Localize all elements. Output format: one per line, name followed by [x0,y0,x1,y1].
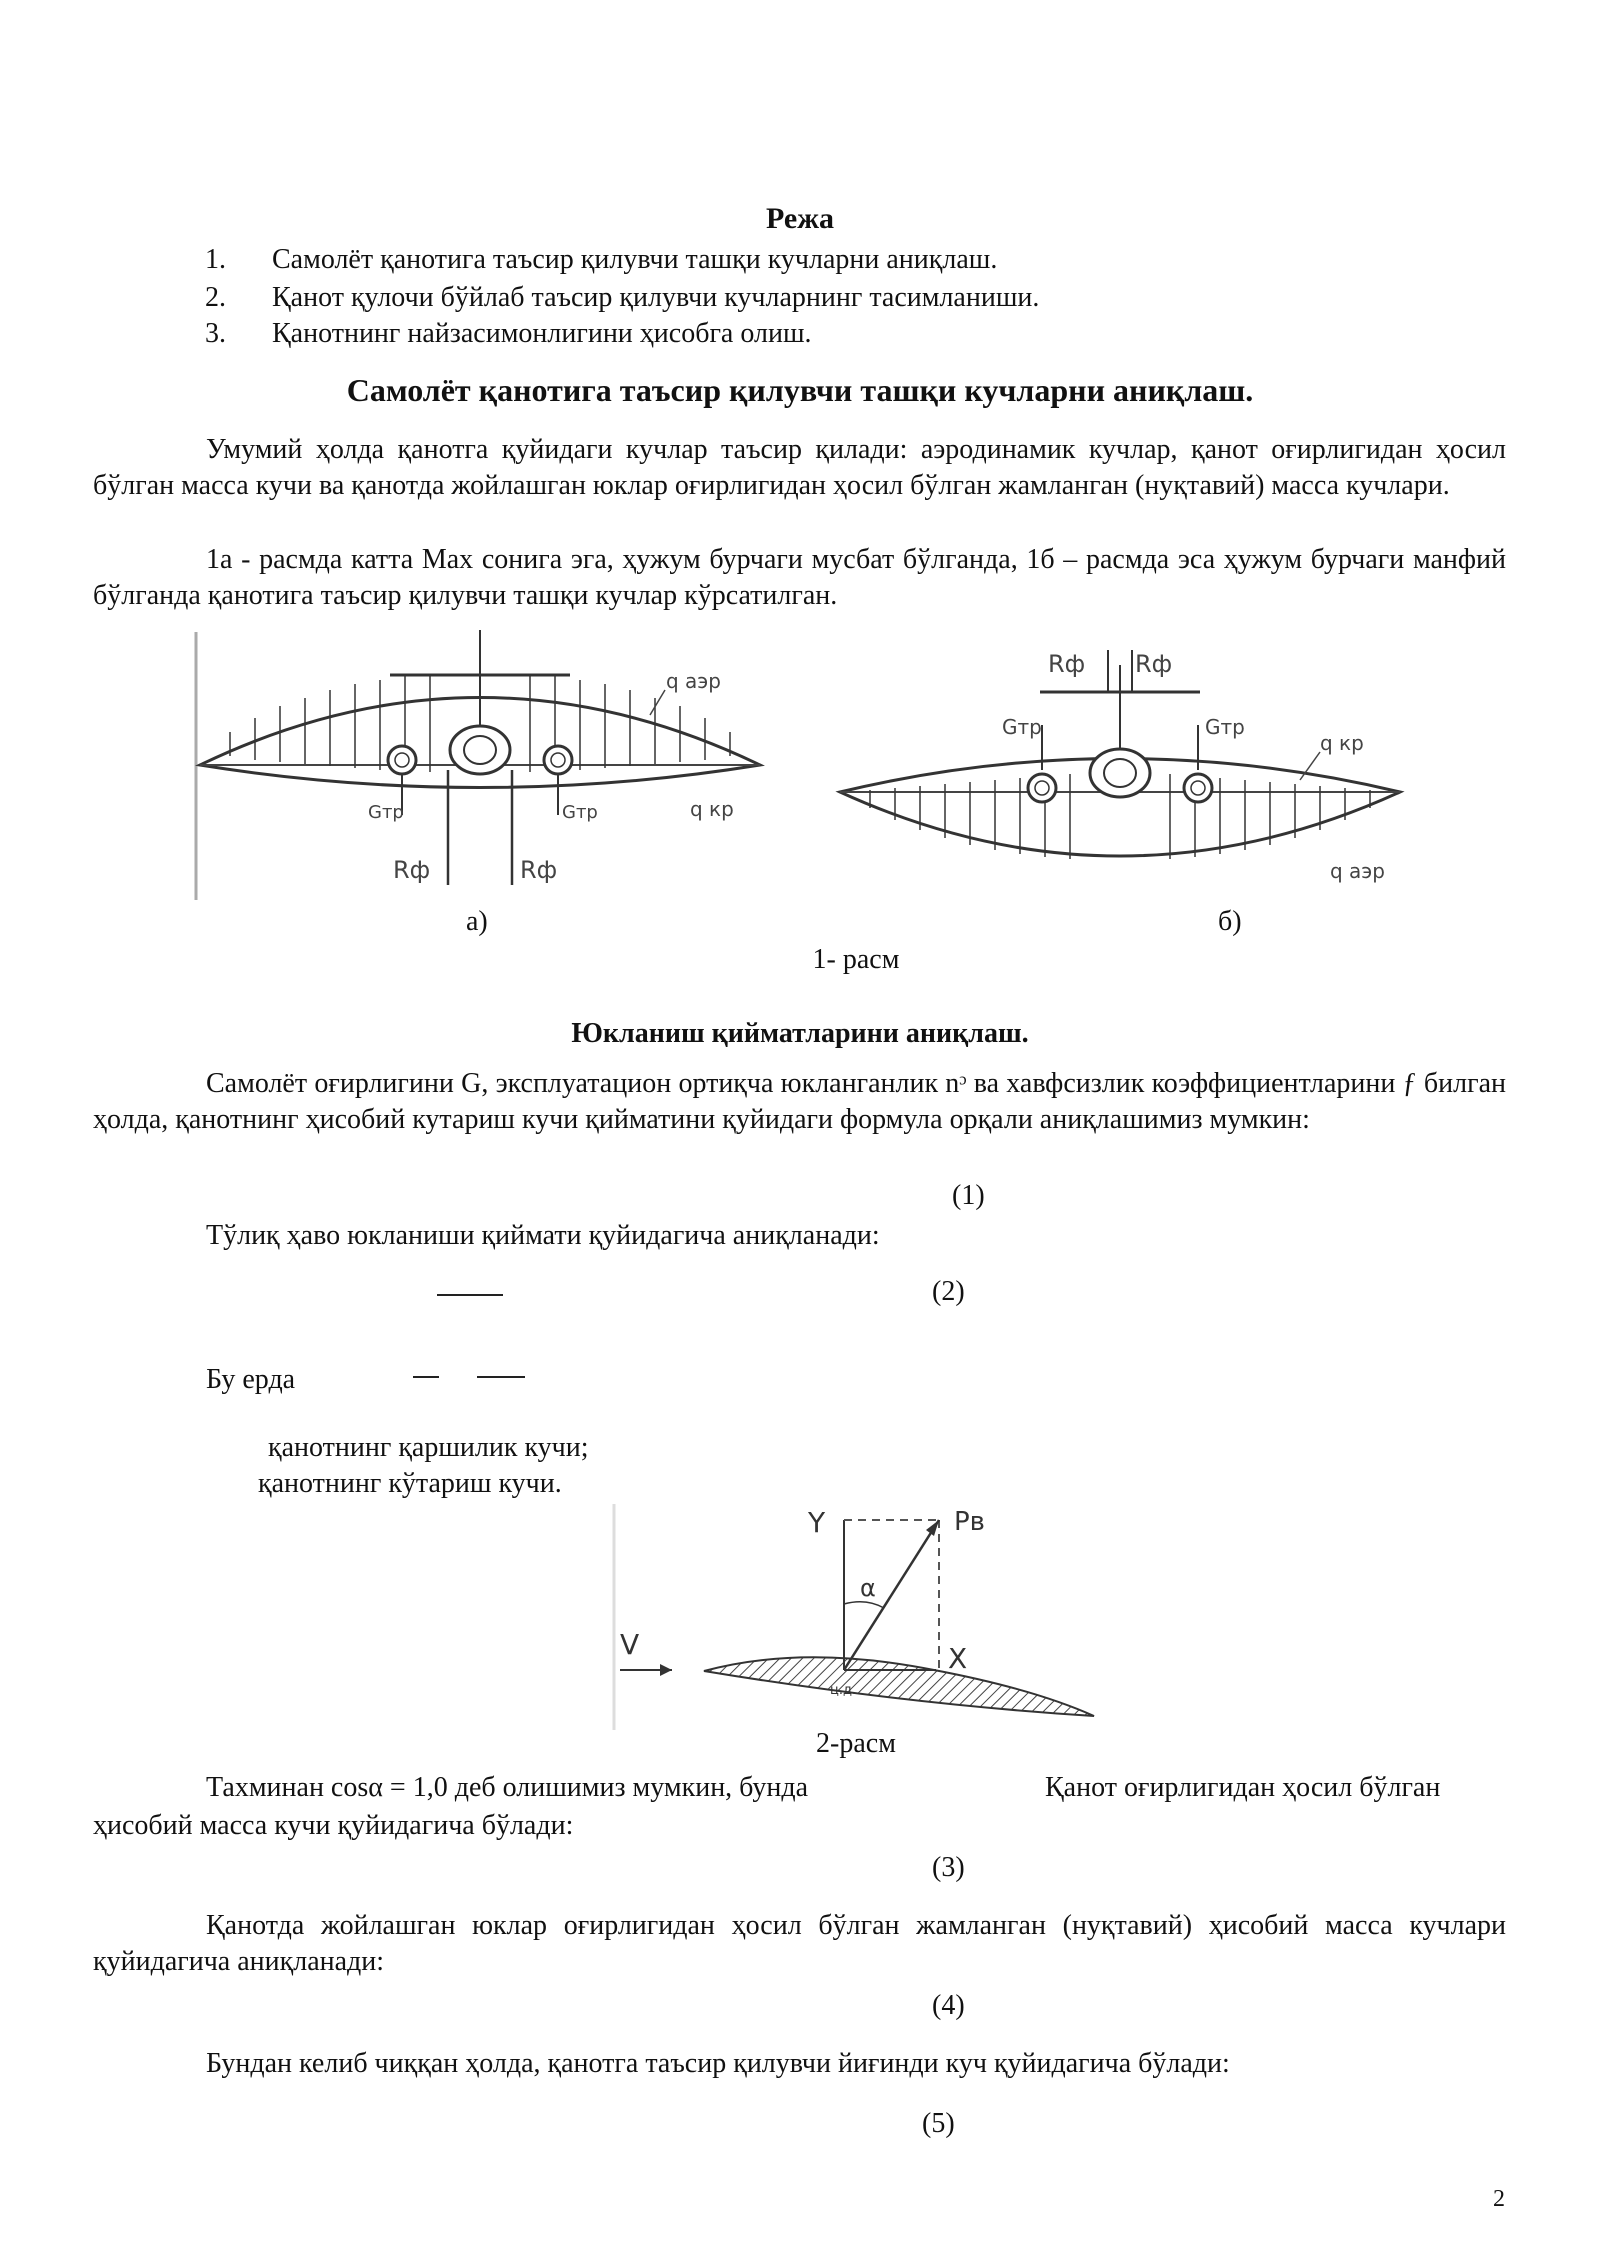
section1-para1: Умумий ҳолда қанотга қуйидаги кучлар таъсир қилади: аэродинамик кучлар, қанот оғирлигидан ҳосил бўлган масса кучи ва қанотда жойлашган юклар оғирлигидан ҳосил бўлган жамланган (нуқтавий) масса кучлари. [93,434,1506,501]
fig1a-r-left-label: Rф [393,856,431,884]
fig1b-g-left-label: Gтр [1002,715,1042,739]
bu-erda-label: Бу ерда [206,1364,296,1395]
fig1b-q-kr-label: q кр [1320,731,1364,755]
equation-3-number: (3) [932,1852,965,1883]
figure-1a-diagram [190,620,770,900]
equation-1-number: (1) [952,1180,985,1211]
section2-title: Юкланиш қийматларини аниқлаш. [571,1018,1029,1049]
section3-para3: Бундан келиб чиққан ҳолда, қанотга таъсир қилувчи йиғинди куч қуйидагича бўлади: [206,2048,1230,2079]
fig1a-q-kr-label: q кр [690,797,734,821]
figure-1b-diagram [830,630,1410,900]
page-number: 2 [1493,2186,1505,2212]
equation-2-fraction-bar [437,1294,503,1296]
definition-lift: қанотнинг кўтариш кучи. [258,1468,562,1499]
definition-fraction-bar-2 [477,1376,525,1378]
equation-5-number: (5) [922,2108,955,2139]
figure-2-caption: 2-расм [816,1728,896,1759]
section1-para2: 1а - расмда катта Мах сонига эга, ҳужум бурчаги мусбат бўлганда, 1б – расмда эса ҳужум бурчаги манфий бўлганда қанотига таъсир қилувчи ташқи кучлар кўрсатилган. [93,544,1506,611]
fig1b-r-right-label: Rф [1135,650,1173,678]
plan-item-3-num: 3. [205,318,226,349]
section1-title: Самолёт қанотига таъсир қилувчи ташқи кучларни аниқлаш. [346,372,1254,408]
section3-para1-right: Қанот оғирлигидан ҳосил бўлган [1045,1772,1441,1803]
figure-1b-label: б) [1218,906,1242,937]
plan-title: Режа [766,202,834,235]
plan-item-1-num: 1. [205,244,226,275]
plan-item-2-text: Қанот қулочи бўйлаб таъсир қилувчи кучларнинг тасимланиши. [272,282,1040,313]
section3-para2: Қанотда жойлашган юклар оғирлигидан ҳосил бўлган жамланган (нуқтавий) ҳисобий масса кучлари қуйидагича аниқланади: [93,1910,1506,1977]
fig1b-g-right-label: Gтр [1205,715,1245,739]
fig2-v-label: V [620,1628,640,1661]
plan-item-3-text: Қанотнинг найзасимонлигини ҳисобга олиш. [272,318,812,349]
fig1a-g-right-label: Gтр [562,802,598,823]
fig2-x-label: X [948,1642,968,1675]
fig1b-r-left-label: Rф [1048,650,1086,678]
figure-2-diagram [604,1494,1104,1730]
equation-4-number: (4) [932,1990,965,2021]
definition-fraction-bar-1 [413,1376,439,1378]
section3-para1-left: Тахминан cosα = 1,0 деб олишимиз мумкин, бунда [206,1772,809,1803]
fig2-cg-label: ц.д. [830,1683,857,1698]
section2-para1: Самолёт оғирлигини G, эксплуатацион ортиқча юкланганлик nᵓ ва хавфсизлик коэффициентларини ƒ билган ҳолда, қанотнинг ҳисобий кутариш кучи қийматини қуйидаги формула орқали аниқлашимиз мумкин: [93,1068,1506,1135]
fig2-y-label: Y [808,1506,826,1539]
fig2-alpha-label: α [860,1574,876,1602]
fig1a-q-aero-label: q аэр [666,669,721,693]
fig1a-g-left-label: Gтр [368,802,404,823]
section3-para1-continued: ҳисобий масса кучи қуйидагича бўлади: [93,1810,574,1841]
equation-2-number: (2) [932,1276,965,1307]
figure-1a-label: а) [466,906,488,937]
section2-para2: Тўлиқ ҳаво юкланиши қиймати қуйидагича аниқланади: [206,1220,880,1251]
plan-item-1-text: Самолёт қанотига таъсир қилувчи ташқи кучларни аниқлаш. [272,244,998,275]
figure-1-caption: 1- расм [812,944,900,975]
definition-drag: қанотнинг қаршилик кучи; [268,1432,589,1463]
plan-item-2-num: 2. [205,282,226,313]
fig1b-q-aero-label: q аэр [1330,859,1385,883]
fig1a-r-right-label: Rф [520,856,558,884]
fig2-p-label: Pв [954,1507,986,1537]
